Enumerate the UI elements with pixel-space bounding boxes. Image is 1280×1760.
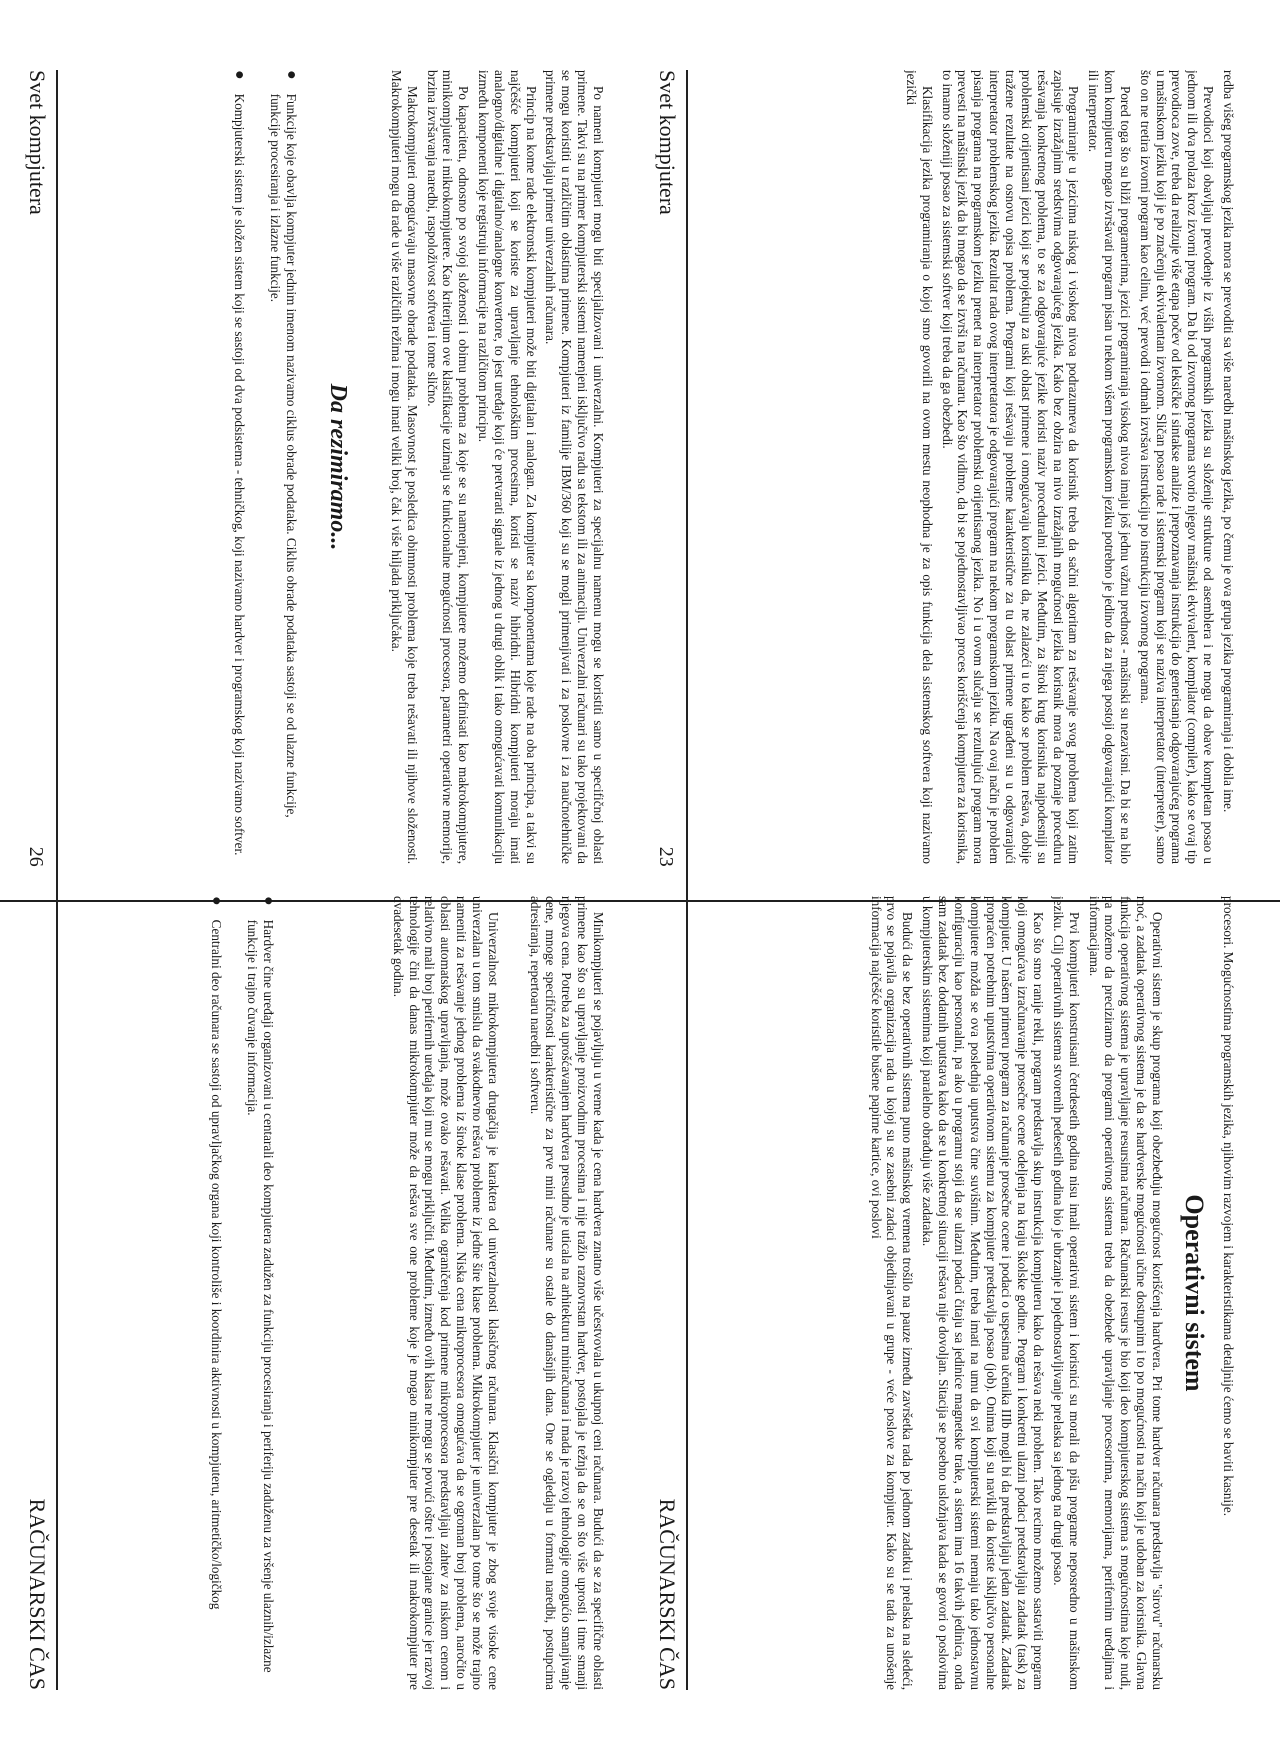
paragraph: Budući da se bez operativnih sistema puno mašinskog vremena trošilo na pauze između završetka rada po jednom zadatku i prelaska na sledeći, prvo se pojavila organizacija rada u kojoj su se zasebni zadaci objedinjavani u grupe - veće poslove za kompjuter. Kako su se tada za unošenje informacija najčešće koristile bušene papirne kartice, ovi poslovi xyxy=(868,896,916,1690)
paragraph: Prvi kompjuteri konstruisani četrdesetih godina nisu imali operativni sistem i korisnici su morali da pišu programe neposredno u mašinskom jeziku. Cilj operativnih sistema stvorenih pedesetih godina bio je ubrzanje i pojednostavljivanje prelaska sa jednog na drugi posao. xyxy=(1050,896,1082,1690)
top-left-column xyxy=(702,70,1236,864)
bullet-icon: ● xyxy=(231,70,249,80)
column-name: RAČUNARSKI ČAS xyxy=(25,1498,50,1690)
paragraph: Princip na kome rade elektronski kompjuteri može biti digitalan i analogan. Za kompjuter sa komponentama koje rade na oba principa, a takvi su najčešće kompjuteri koji se koriste za upravljanje tehnološkim procesima, koristi se naziv hibridni. Hibridni kompjuteri moraju imati analogno/digitalne i digitalno/analogne konvertore, to jest uređaje koji će pretvarati signale iz jednog u drugi oblik i tako omogućavati komunikaciju između komponenti koje registruju informacije na različitom principu. xyxy=(476,70,539,864)
page-number: 26 xyxy=(25,846,47,867)
paragraph: redba višeg programskog jezika mora se prevoditi sa više naredbi mašinskog jezika, po čemu je ova grupa jezika programiranja i dobila ime. xyxy=(1221,70,1236,813)
bullet-text: Hardver čine uređaji organizovani u centarali deo kompjutera zadužen za funkciju procesiranja i periferiju zaduženu za vršenje ulaznih/izlazne funkcije i trajno čuvanje informacija. xyxy=(244,919,276,1673)
bottom-left-column xyxy=(72,70,606,864)
bullet-icon: ● xyxy=(259,896,277,906)
spacer xyxy=(276,896,386,1690)
paragraph: Programiranje u jezicima niskog i visokog nivoa podrazumeva da korisnik treba da sačini algoritam za rešavanje svog problema koji zatim zapisuje izražajnim sredstvima odgovarajućeg jezika. Kako bez obzira na nivo izražajnih mogućnosti jezika korisnik mora da poznaje proceduru rešavanja konkretnog problema, to se za odgovarajuće jezike koristi naziv proceduralni jezici. Međutim, za široki krug korisnika najpodesniji su problemski orijentisani jezici koji se projektuju za uski oblast primene i omogućavaju korisniku da, ne zalazeći u to kako se problem rešava, dobije tražene rezultate na osnovu opisa problema. Programi koji rešavaju probleme karakteristične za tu oblast primene ugrađeni su u odgovarajući interpretator problemskog jezika. Rezultat rada ovog interpretatora je odgovarajući program na nekom programskom jeziku. Na ovaj način je problem pisanja programa na programskom jeziku prenet na interpretator problemski orijentisanog jezika. No i u ovom slučaju se rezultujući program mora prevesti na mašinski jezik da bi mogao da se izvrši na računaru. Kao što vidimo, da bi se pojednostavljivao proces korišćenja kompjutera za korisnika, to imamo složeniji posao za sistemski softver koji treba da ga obezbedi. xyxy=(939,70,1082,864)
paragraph: Pored toga što su bliži programerima, jezici programiranja visokog nivoa imaju još jednu važnu prednost - mašinski su nezavisni. Da bi se na bilo kom kompjuteru mogao izvršavati program pisan u nekom višem programskom jeziku potrebno je jedino da za njega postoji odgovarajući kompilator ili interpretator. xyxy=(1086,70,1133,864)
paragraph: Po kapacitetu, odnosno po svojoj složenosti i obimu problema za koje se su namenjeni, kompjutere možemo definisati kao makrokompjutere, minikompjutere i mikrokompjutere. Kao kriterijum ove klasifikacije uzimaju se funkcionalne mogućnosti procesora, parametri operativne memorije, brzina izvršavanja naredbi, raspoloživost softvera i tome slično. xyxy=(424,70,472,864)
top-page xyxy=(630,0,1270,1760)
bottom-page-footer xyxy=(24,70,58,1690)
paragraph: Kao što smo ranije rekli, program predstavlja skup instrukcija kompjuteru kako da rešava neki problem. Tako recimo možemo sastaviti program koji omogućava izračunavanje prosečne ocene odeljenja na kraju školske godine. Program i konkretni ulazni podaci predstavljaju zadatak (task) za kompjuter. U našem primeru program za računanje prosečne ocene i podaci o uspesima učenika IIIb mogli bi da predstavljaju jedan zadatak. Zadatak propraćen potrebnim uputstvima operativnom sistemu za kompjuter predstavlja posao (job). Onima koji su navikli da koriste isključivo personalne kompjutere možda se ova poslednja uputstva čine suvišnim. Međutim, treba imati na umu da svi kompjuterski sistemi nemaju tako jednostavnu konfiguraciju kao personalni, pa ako u programu stoji da se ulazni podaci čitaju sa jedinice magnetske trake, a sistem ima 16 takvih jedinica, onda sam zadatak bez dodatnih uputstava kako da se u konkretnoj situaciji rešava nije dovoljan. Sitacija se posebno usložnjava kada se govori o poslovima u kompjuterskim sistemima koji paralelno obrađuju više zadataka. xyxy=(920,896,1047,1690)
summary-title: Da rezimiramo... xyxy=(325,383,352,551)
bullet-icon: ● xyxy=(207,896,225,906)
bullet-icon: ● xyxy=(283,70,301,80)
top-columns xyxy=(702,70,1236,1690)
spacer xyxy=(501,896,523,1690)
section-heading: Operativni sistem xyxy=(1180,1194,1210,1392)
summary-bullet xyxy=(244,896,276,1690)
page-number: 23 xyxy=(655,846,677,867)
bottom-right-column xyxy=(72,896,606,1690)
paragraph: Prevodioci koji obavljaju prevođenje iz viših programskih jezika su složenije strukture od asemblera i ne mogu da obave kompletan posao u jednom ili dva prolaza kroz izvorni program. Da bi od izvornog programa stvorio njegov mašinski ekvivalent, kompilator (compiler), kako se ovaj tip prevodioca zove, treba da realizuje više etapa počev od leksičke i sintakse analize i prepoznavanja instrukcija do generisanja odgovarajućeg programa u mašinskom jeziku koji je po značenju ekvivalentan izvornom. Sličan posao rade i sistemski program koji se naziva interpretator (interpreter), samo što on ne tretira izvorni program kao celinu, već prevodi i odmah izvršava instrukciju po instrukciju izvornog programa. xyxy=(1137,70,1217,864)
paragraph: Makrokompjuteri omogućavaju masovne obrade podataka. Masovnost je posledica obimnosti problema koje treba rešavati ili njihove složenosti. Makrokompjuteri mogu da rade u više različitih režima i mogu imati veliki broj, čak i više hiljada priključaka. xyxy=(388,70,420,864)
top-page-footer xyxy=(654,70,688,1690)
paragraph: Klasifikacija jezika programiranja o kojoj smo govorili na ovom mestu neophodna je za opis funkcija dela sistemskog softvera koji nazivamo jezički xyxy=(903,70,935,864)
summary-bullet xyxy=(208,896,224,1690)
bullet-text: Funkcije koje obavlja kompjuter jednim imenom nazivamo ciklus obrade podataka. Ciklus obrade podataka sastoji se od ulazne funkcije, funkcije procesiranja i izlazne funkcije. xyxy=(268,93,300,818)
paragraph: Minikompjuteri se pojavljuju u vreme kada je cena hardvera znatno više učestvovala u ukupnoj ceni računara. Budući da se za specifične oblasti primene kao što su upravljanje proizvodnim procesima i nije tražio raznovrstan hardver, postojala je težnja da se on što više uprosti i time smanji njegova cena. Potreba za uprošćavanjem hardvera presudno je uticala na arhitekturu miniračunara i mada je razvoj tehnologije omogućio smanjivanje cene, mnoge specifičnosti karakteristične za prve mini računare su ostale do današnjih dana. One se ogledaju u formatu naredbi, postupcima adresiranja, repertoaru naredbi i softveru. xyxy=(527,896,606,1690)
column-name: RAČUNARSKI ČAS xyxy=(655,1498,680,1690)
paragraph: procesori. Mogućnostima programskih jezika, njihovim razvojem i karakteristikama detaljnije ćemo se baviti kasnije. xyxy=(1221,896,1236,1516)
bottom-columns xyxy=(72,70,606,1690)
top-right-column xyxy=(702,896,1236,1690)
magazine-name: Svet kompjutera xyxy=(25,70,50,215)
bullet-text: Kompjuterski sistem je složen sistem koji se sastoji od dva podsistema - tehničkog, koji nazivamo hardver i programskog koji nazivamo softver. xyxy=(232,93,248,856)
magazine-name: Svet kompjutera xyxy=(655,70,680,215)
summary-bullet xyxy=(267,70,299,864)
paragraph: Po nameni kompjuteri mogu biti specijalizovani i univerzalni. Kompjuteri za specijalnu namenu mogu se koristiti samo u specifičnoj oblasti primene. Takvi su na primer kompjuterski sistemi namenjeni isključivo radu sa tekstom ili za animaciju. Univerzalni računari su tako projektovani da se mogu koristiti u različitim oblastima primene. Kompjuteri iz familije IBM/360 koji su se mogli primenjivati i za poslovne i za naučnotehničke primene predstavljaju primer univerzalnih računara. xyxy=(543,70,606,864)
paragraph: Operativni sistem je skup programa koji obezbeđuju mogućnost korišćenja hardvera. Pri tome hardver računara predstavlja "sirovu" računarsku moć, a zadatak operativnog sistema je da se hardverske mogućnosti učine dostupnim i to po mogućnosti na način koji je udoban za korisnika. Glavna funkcija operativnog sistema je upravljanje resursima računara. Računarski resurs je bio koji deo kompjuterskog sistema s mogućnostima koje nudi, pa možemo da preciziramo da programi operativnog sistema treba da obezbede upravljanje procesorima, memorijama, perifernim uređajima i informacijama. xyxy=(1086,896,1165,1690)
summary-bullet xyxy=(231,70,247,864)
bullet-text: Centralni deo računara se sastoji od upravljačkog organa koji kontroliše i koordinira aktivnosti u kompjuteru, aritmetičko/logičkog xyxy=(208,919,224,1610)
paragraph: Univerzalnost mikrokompjutera drugačija je karaktera od univerzalnosti klasičnog računara. Klasični kompjuter je zbog svoje visoke cene univerzalan u tom smislu da svakodnevno rešava probleme iz jedne šire klase problema. Mikrokompjuter je univerzalan po tome što se može trajno nameniti za rešavanje jednog problema iz široke klase problema. Niska cena mikroprocesora omogućava da se ogroman broj problema, naročito u oblasti automatskog upravljanja, može ovako rešavati. Velika ograničenja kod primene mikroprocesora predstavljaju zahtev za niskom cenom i relativno mali broj perifernih uređaja koji mu se mogu priključiti. Međutim, između ovih klasa ne mogu se povući oštre i postojane granice jer razvoj tehnologije čini da danas mikrokompjuter može da rešava sve one probleme koje je mogao minikompjuter pre desetak ili makrokompjuter pre dvadesetak godina. xyxy=(390,896,501,1690)
